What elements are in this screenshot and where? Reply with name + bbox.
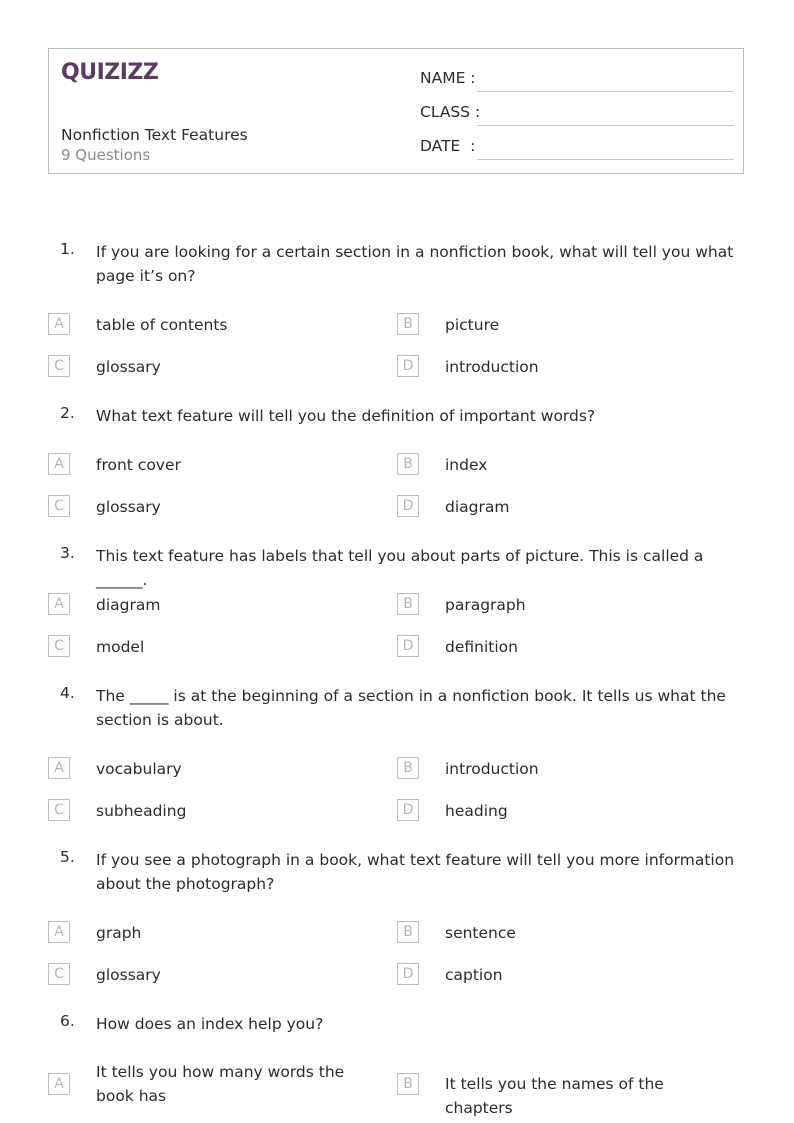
option-letter-box[interactable]: A <box>48 921 70 943</box>
question-text: If you see a photograph in a book, what text feature will tell you more information about the photograph? <box>96 851 735 893</box>
question-number: 1. <box>60 240 75 258</box>
option-letter-box[interactable]: C <box>48 799 70 821</box>
option-text: glossary <box>96 358 161 376</box>
option-text: front cover <box>96 456 181 474</box>
option-text: model <box>96 638 145 656</box>
option-text: introduction <box>445 358 539 376</box>
quizizz-logo: QUIZIZZ <box>61 60 159 85</box>
option-letter-box[interactable]: B <box>397 593 419 615</box>
question-text: The _____ is at the beginning of a section in a nonfiction book. It tells us what the section is about. <box>96 687 726 729</box>
class-label: CLASS : <box>420 103 481 121</box>
question-text: If you are looking for a certain section in a nonfiction book, what will tell you what page it’s on? <box>96 243 734 285</box>
option-text: definition <box>445 638 518 656</box>
question-number: 6. <box>60 1012 75 1030</box>
question-text: This text feature has labels that tell you about parts of picture. This is called a ______. <box>96 547 704 589</box>
option-letter-box[interactable]: D <box>397 963 419 985</box>
option-text: subheading <box>96 802 187 820</box>
option-letter-box[interactable]: A <box>48 313 70 335</box>
option-letter-box[interactable]: B <box>397 757 419 779</box>
question-number: 3. <box>60 544 75 562</box>
option-letter-box[interactable]: B <box>397 453 419 475</box>
name-line <box>477 91 734 92</box>
question-number: 4. <box>60 684 75 702</box>
class-line <box>477 125 734 126</box>
worksheet-title: Nonfiction Text Features <box>61 126 248 144</box>
question-number: 2. <box>60 404 75 422</box>
option-letter-box[interactable]: A <box>48 1073 70 1095</box>
option-letter-box[interactable]: B <box>397 1073 419 1095</box>
date-label: DATE : <box>420 137 476 155</box>
option-text: It tells you how many words the book has <box>96 1063 345 1105</box>
question-number: 5. <box>60 848 75 866</box>
option-letter-box[interactable]: C <box>48 963 70 985</box>
option-letter-box[interactable]: C <box>48 635 70 657</box>
date-field[interactable] <box>420 137 734 161</box>
option-letter-box[interactable]: D <box>397 495 419 517</box>
option-text: paragraph <box>445 596 526 614</box>
name-field[interactable] <box>420 69 734 93</box>
option-text: It tells you the names of the chapters <box>445 1075 664 1117</box>
class-field[interactable] <box>420 103 734 127</box>
option-letter-box[interactable]: A <box>48 757 70 779</box>
option-letter-box[interactable]: D <box>397 799 419 821</box>
option-text: glossary <box>96 498 161 516</box>
option-text: heading <box>445 802 508 820</box>
option-text: graph <box>96 924 142 942</box>
question-text: How does an index help you? <box>96 1015 324 1033</box>
worksheet-header <box>48 48 744 174</box>
option-text: caption <box>445 966 503 984</box>
option-text: diagram <box>96 596 161 614</box>
question-count: 9 Questions <box>61 146 151 164</box>
option-letter-box[interactable]: B <box>397 921 419 943</box>
option-letter-box[interactable]: C <box>48 495 70 517</box>
question-text: What text feature will tell you the definition of important words? <box>96 407 596 425</box>
date-line <box>477 159 734 160</box>
option-text: vocabulary <box>96 760 182 778</box>
option-text: picture <box>445 316 500 334</box>
option-text: table of contents <box>96 316 228 334</box>
name-label: NAME : <box>420 69 476 87</box>
option-letter-box[interactable]: D <box>397 635 419 657</box>
option-letter-box[interactable]: A <box>48 453 70 475</box>
option-text: glossary <box>96 966 161 984</box>
option-letter-box[interactable]: A <box>48 593 70 615</box>
option-text: diagram <box>445 498 510 516</box>
option-letter-box[interactable]: D <box>397 355 419 377</box>
option-text: index <box>445 456 488 474</box>
option-text: introduction <box>445 760 539 778</box>
option-text: sentence <box>445 924 516 942</box>
option-letter-box[interactable]: C <box>48 355 70 377</box>
option-letter-box[interactable]: B <box>397 313 419 335</box>
